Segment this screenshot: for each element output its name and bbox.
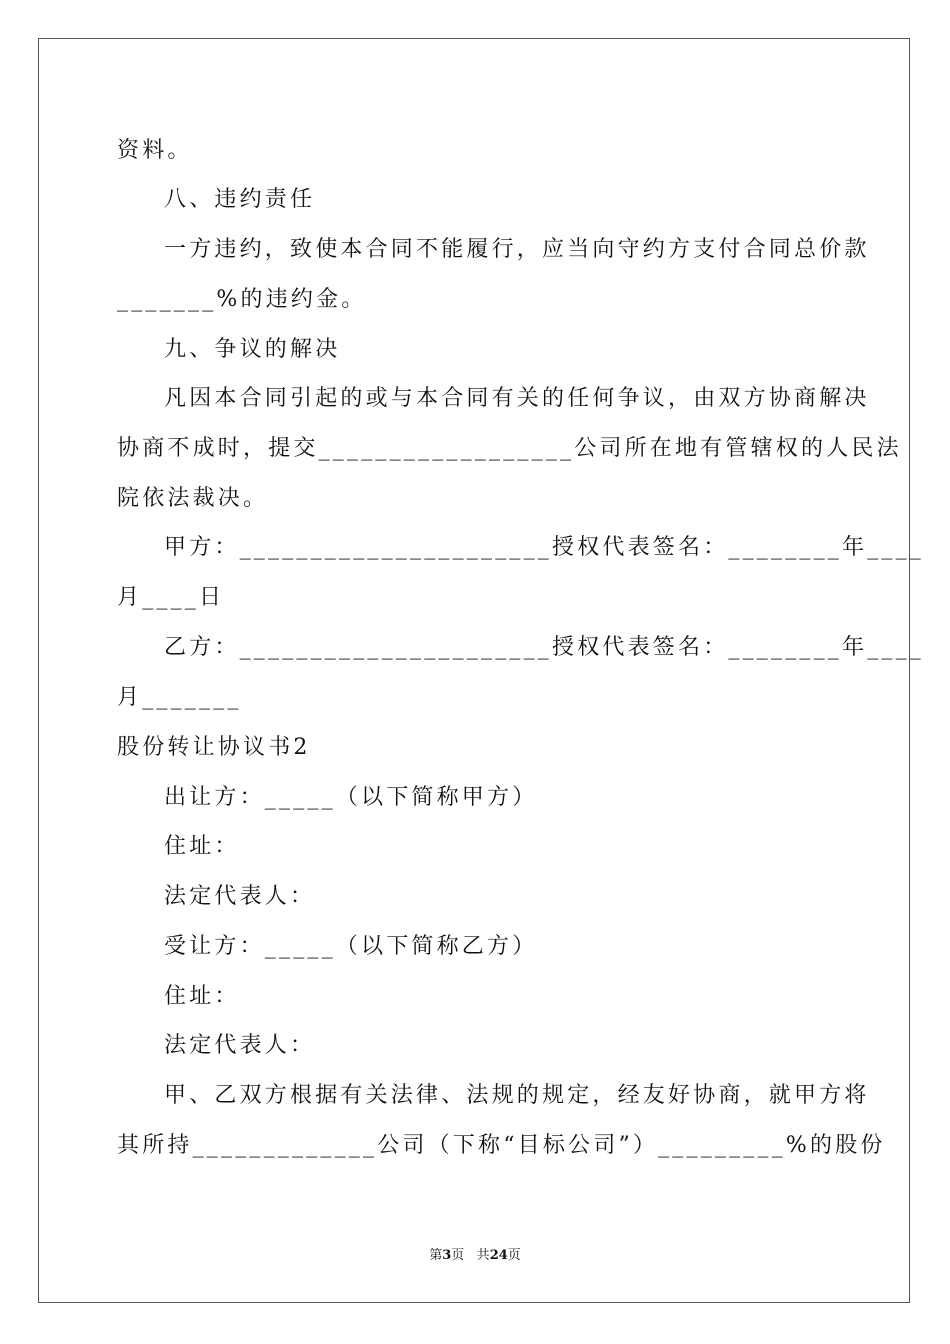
total-pages: 24 [489,1248,508,1263]
signature-date-line: 月_______ [117,685,242,710]
page-label-suffix: 页 [451,1248,465,1263]
body-text-line: 一方违约，致使本合同不能履行，应当向守约方支付合同总价款 [164,237,870,262]
party-field: 出让方：_____（以下简称甲方） [164,785,538,810]
body-text-line: _______%的违约金。 [117,287,367,312]
body-text-line: 资料。 [117,138,193,163]
body-text-line: 其所持_____________公司（下称“目标公司”）_________%的股份 [117,1133,886,1158]
body-text-line: 协商不成时，提交__________________公司所在地有管辖权的人民法 [117,436,902,461]
total-label-suffix: 页 [507,1248,521,1263]
page-label-prefix: 第 [429,1248,443,1263]
party-field: 住址： [164,984,240,1009]
party-field: 法定代表人： [164,884,316,909]
signature-date-line: 月____日 [117,585,225,610]
body-text-line: 甲、乙双方根据有关法律、法规的规定，经友好协商，就甲方将 [164,1083,870,1108]
party-field: 住址： [164,834,240,859]
document-title: 股份转让协议书2 [117,735,311,760]
page-number: 3 [442,1248,452,1263]
signature-line: 甲方：______________________授权代表签名：________年____ [164,535,925,560]
section-heading: 八、违约责任 [164,187,316,212]
section-heading: 九、争议的解决 [164,337,341,362]
page-border [38,38,910,1303]
party-field: 法定代表人： [164,1033,316,1058]
body-text-line: 凡因本合同引起的或与本合同有关的任何争议，由双方协商解决 [164,386,870,411]
page-footer [0,1244,950,1263]
total-label-prefix: 共 [476,1248,490,1263]
body-text-line: 院依法裁决。 [117,486,269,511]
party-field: 受让方：_____（以下简称乙方） [164,934,538,959]
signature-line: 乙方：______________________授权代表签名：________年____ [164,635,925,660]
